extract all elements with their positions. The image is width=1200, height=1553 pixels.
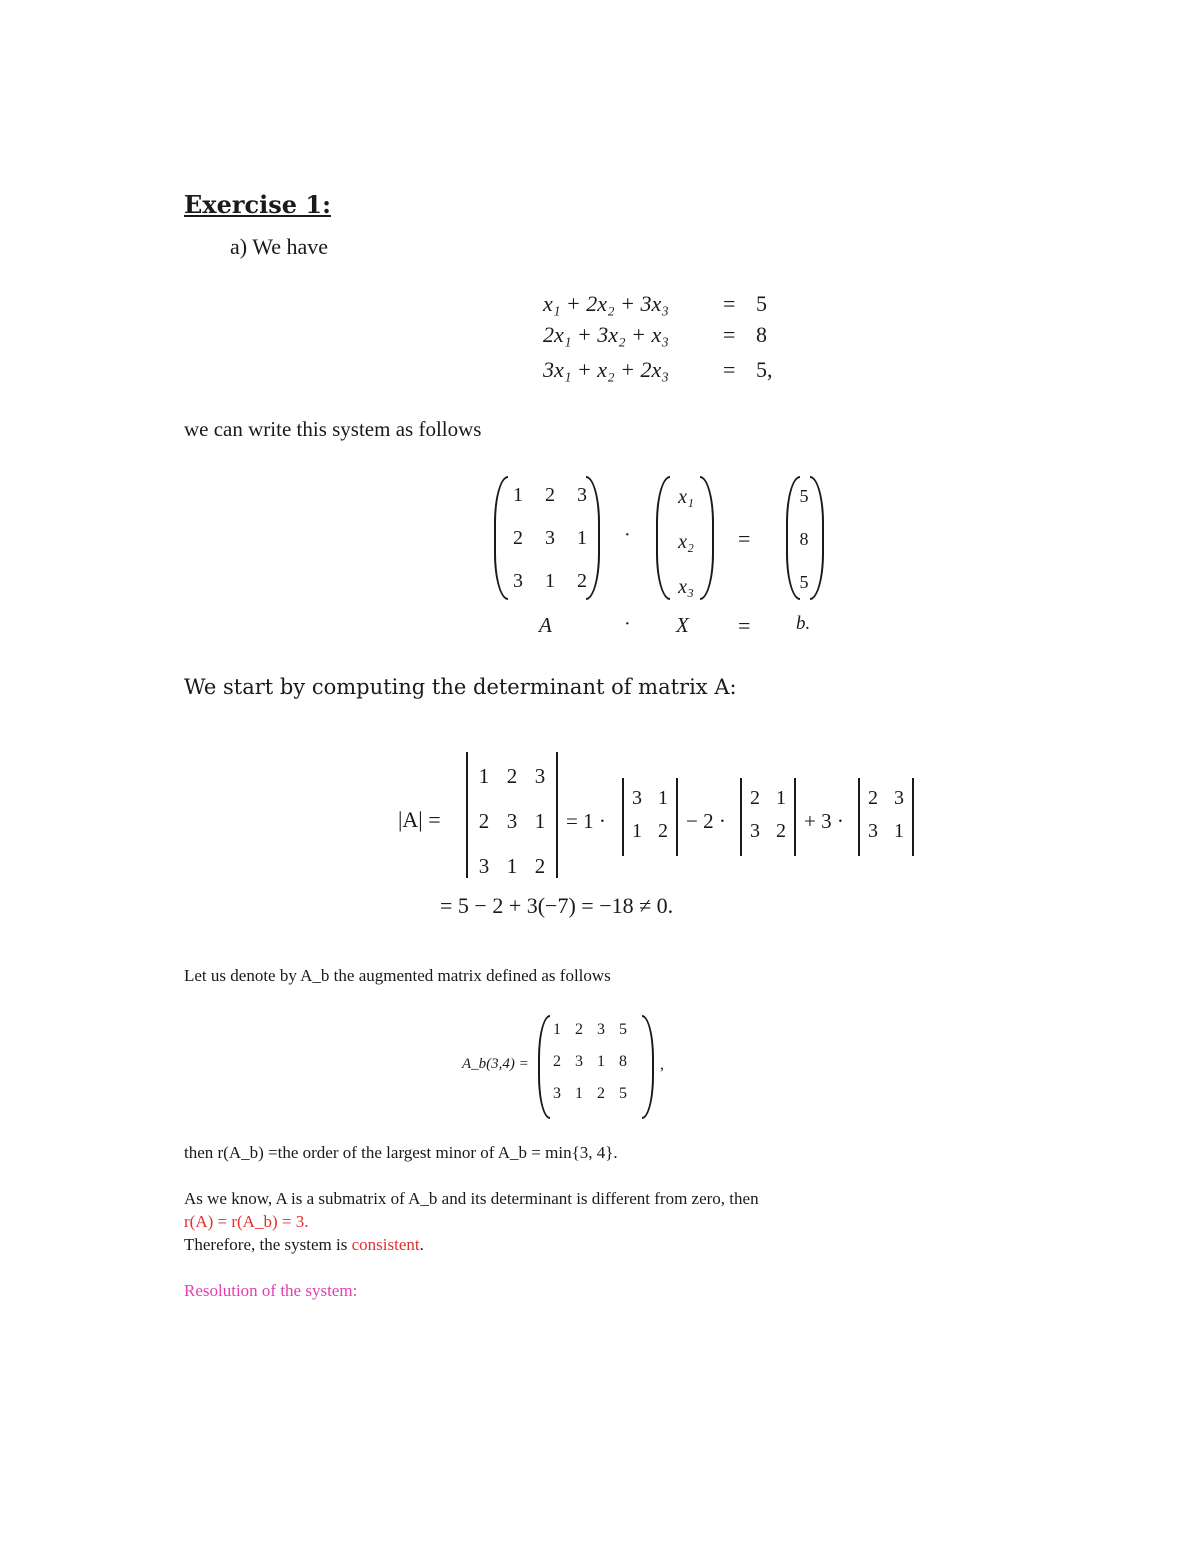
therefore-line (184, 1235, 424, 1255)
det-intro: We start by computing the determinant of matrix A: (184, 675, 737, 699)
det-bar-left (466, 752, 468, 878)
aug-cell: 5 (619, 1021, 627, 1038)
eq2-lhs: 2x₁ + 3x₂ + x₃ (543, 322, 669, 347)
det-cell: 3 (506, 809, 518, 833)
label-b: b. (796, 613, 811, 634)
write-as-text: we can write this system as follows (184, 417, 482, 441)
minor-cell: 1 (776, 787, 786, 809)
vector-x-cell: x₁ (678, 486, 694, 508)
det-cell: 3 (534, 764, 546, 788)
minor-cell: 2 (776, 820, 786, 842)
know-line: As we know, A is a submatrix of A_b and its determinant is different from zero, then (184, 1189, 759, 1208)
aug-matrix (546, 1021, 634, 1103)
det-cell: 2 (478, 809, 490, 833)
matrix-a-cell: 2 (577, 570, 587, 592)
vector-x-cell: x₃ (678, 576, 694, 598)
aug-cell: 3 (553, 1085, 561, 1102)
eq3-equals: = (723, 357, 736, 382)
minor-cell: 1 (894, 820, 904, 842)
vector-b-cell: 5 (799, 572, 809, 592)
det-op3: + 3 · (804, 809, 844, 833)
minor-cell: 3 (632, 787, 642, 809)
vector-x-cell: x₂ (678, 531, 694, 553)
det-cell: 1 (534, 809, 546, 833)
label-x: X (676, 613, 689, 637)
right-paren (810, 476, 824, 600)
det-result: = 5 − 2 + 3(−7) = −18 ≠ 0. (440, 893, 674, 918)
matrix-a-cell: 1 (545, 570, 555, 592)
equals-sign: = (738, 613, 751, 638)
det-matrix-a (470, 764, 554, 879)
aug-cell: 3 (575, 1053, 583, 1070)
aug-cell: 1 (575, 1085, 583, 1102)
minor-cell: 2 (658, 820, 668, 842)
det-cell: 2 (534, 854, 546, 878)
minor-cell: 1 (632, 820, 642, 842)
det-cell: 1 (478, 764, 490, 788)
right-paren (700, 476, 714, 600)
matrix-a-cell: 2 (513, 527, 523, 549)
aug-intro: Let us denote by A_b the augmented matrix defined as follows (184, 966, 611, 985)
aug-cell: 2 (597, 1085, 605, 1102)
matrix-a-cell: 3 (545, 527, 555, 549)
aug-cell: 5 (619, 1085, 627, 1102)
aug-cell: 3 (597, 1021, 605, 1038)
vector-x (668, 486, 704, 599)
rank-line: then r(A_b) =the order of the largest minor of A_b = min{3, 4}. (184, 1143, 618, 1162)
det-cell: 1 (506, 854, 518, 878)
matrix-a (502, 484, 598, 593)
matrix-a-cell: 3 (513, 570, 523, 592)
eq2-equals: = (723, 322, 736, 347)
aug-cell: 8 (619, 1053, 627, 1070)
eq1-lhs: x₁ + 2x₂ + 3x₃ (543, 291, 669, 316)
minor3 (860, 787, 912, 843)
eq2-rhs: 8 (756, 322, 767, 347)
minor-cell: 3 (750, 820, 760, 842)
minor1 (624, 787, 676, 843)
therefore-prefix: Therefore, the system is (184, 1235, 352, 1254)
eq1-rhs: 5 (756, 291, 767, 316)
minor3-bar-right (912, 778, 914, 856)
label-a: A (539, 613, 552, 637)
det-eq1: = 1 · (566, 809, 606, 833)
consistent-word: consistent (351, 1235, 420, 1254)
eq3-rhs: 5, (756, 357, 773, 382)
aug-cell: 2 (575, 1021, 583, 1038)
dot-operator: · (624, 524, 631, 546)
resolution-heading: Resolution of the system: (184, 1281, 358, 1300)
minor2-bar-right (794, 778, 796, 856)
minor-cell: 2 (868, 787, 878, 809)
therefore-suffix: . (419, 1235, 424, 1254)
minor2 (742, 787, 794, 843)
det-op2: − 2 · (686, 809, 726, 833)
rank-equality: r(A) = r(A_b) = 3. (184, 1212, 309, 1231)
det-lhs: |A| = (398, 807, 441, 832)
matrix-a-cell: 1 (513, 484, 523, 506)
dot-operator: · (624, 613, 631, 635)
aug-label: A_b(3,4) = (462, 1056, 529, 1072)
minor-cell: 1 (658, 787, 668, 809)
det-cell: 2 (506, 764, 518, 788)
exercise-title: Exercise 1: (184, 190, 331, 219)
aug-comma: , (660, 1056, 664, 1073)
minor-cell: 2 (750, 787, 760, 809)
part-a-intro: a) We have (230, 234, 328, 259)
minor1-bar-right (676, 778, 678, 856)
matrix-a-cell: 3 (577, 484, 587, 506)
minor-cell: 3 (868, 820, 878, 842)
det-cell: 3 (478, 854, 490, 878)
aug-cell: 1 (597, 1053, 605, 1070)
minor-cell: 3 (894, 787, 904, 809)
right-paren (642, 1015, 654, 1119)
matrix-a-cell: 2 (545, 484, 555, 506)
matrix-a-cell: 1 (577, 527, 587, 549)
aug-cell: 1 (553, 1021, 561, 1038)
eq1-equals: = (723, 291, 736, 316)
equals-sign: = (738, 526, 751, 551)
eq3-lhs: 3x₁ + x₂ + 2x₃ (543, 357, 669, 382)
det-bar-right (556, 752, 558, 878)
vector-b-cell: 5 (799, 486, 809, 506)
vector-b-cell: 8 (799, 529, 809, 549)
aug-cell: 2 (553, 1053, 561, 1070)
